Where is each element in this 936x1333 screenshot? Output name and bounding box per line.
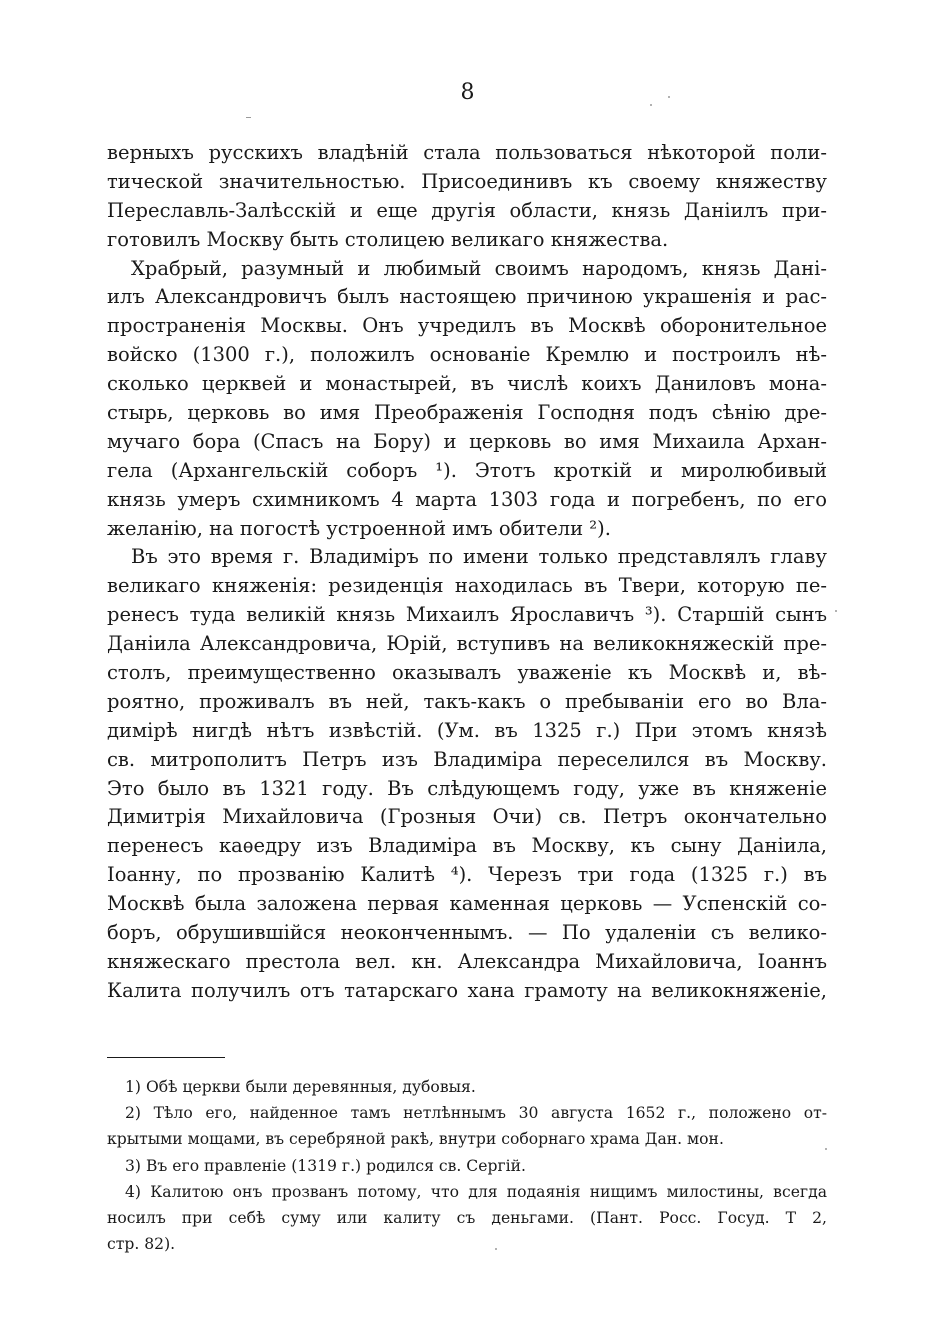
- text-line: мучаго бора (Спасъ на Бору) и церковь во имя Михаила Архан-: [107, 429, 827, 453]
- footnote-line: 3) Въ его правленіе (1319 г.) родился св. Сергій.: [125, 1156, 526, 1175]
- text-line: перенесъ каѳедру изъ Владиміра въ Москву, къ сыну Даніила,: [107, 834, 827, 858]
- text-line: готовилъ Москву быть столицею великаго княжества.: [107, 227, 669, 251]
- footnote-line: крытыми мощами, въ серебряной ракѣ, внутри соборнаго храма Дан. мон.: [107, 1130, 724, 1149]
- text-line: димірѣ нигдѣ нѣтъ извѣстій. (Ум. въ 1325 г.) При этомъ князѣ: [107, 718, 827, 742]
- footnotes: [107, 1074, 827, 1257]
- text-line: Москвѣ была заложена первая каменная церковь — Успенскій со-: [107, 892, 827, 916]
- text-line: желанію, на погостѣ устроенной имъ обители ²).: [107, 516, 611, 540]
- footnote-line: 1) Обѣ церкви были деревянныя, дубовыя.: [125, 1078, 476, 1096]
- text-line: Іоанну, по прозванію Калитѣ ⁴). Черезъ три года (1325 г.) въ: [107, 863, 827, 887]
- text-line: тической значительностью. Присоединивъ къ своему княжеству: [107, 169, 827, 193]
- footnote-line: стр. 82).: [107, 1235, 176, 1254]
- text-line: великаго княженія: резиденція находилась въ Твери, которую пе-: [107, 574, 827, 598]
- scan-speck: [495, 1248, 497, 1250]
- text-line: боръ, обрушившійся неоконченнымъ. — По удаленіи съ велико-: [107, 921, 827, 945]
- text-line: ренесъ туда великій князь Михаилъ Ярославичъ ³). Старшій сынъ: [107, 603, 827, 627]
- text-line: пространенія Москвы. Онъ учредилъ въ Москвѣ оборонительное: [107, 314, 827, 338]
- text-line: верныхъ русскихъ владѣній стала пользоваться нѣкоторой поли-: [107, 141, 827, 164]
- text-line: Это было въ 1321 году. Въ слѣдующемъ году, уже въ княженіе: [107, 776, 827, 800]
- footnote-line: 2) Тѣло его, найденное тамъ нетлѣннымъ 30 августа 1652 г., положено от-: [125, 1104, 827, 1123]
- text-line: князь умеръ схимникомъ 4 марта 1303 года и погребенъ, по его: [107, 487, 827, 511]
- text-line: столъ, преимущественно оказывалъ уваженіе къ Москвѣ и, вѣ-: [107, 661, 827, 685]
- text-line: войско (1300 г.), положилъ основаніе Кремлю и построилъ нѣ-: [107, 343, 827, 367]
- text-line: гела (Архангельскій соборъ ¹). Этотъ кроткій и миролюбивый: [107, 458, 827, 482]
- text-line: Даніила Александровича, Юрій, вступивъ на великокняжескій пре-: [107, 632, 827, 656]
- text-line: сколько церквей и монастырей, въ числѣ коихъ Даниловъ мона-: [107, 372, 827, 396]
- text-line: Въ это время г. Владиміръ по имени только представлялъ главу: [131, 545, 827, 569]
- footnote-line: носилъ при себѣ суму или калиту съ деньгами. (Пант. Росс. Госуд. Т 2,: [107, 1208, 827, 1227]
- footnote-line: 4) Калитою онъ прозванъ потому, что для подаянія нищимъ милостины, всегда: [125, 1182, 827, 1201]
- text-line: Димитрія Михайловича (Грозныя Очи) св. Петръ окончательно: [107, 805, 827, 829]
- text-line: Калита получилъ отъ татарскаго хана грамоту на великокняженіе,: [107, 978, 827, 1002]
- text-line: роятно, проживалъ въ ней, такъ-какъ о пребываніи его во Вла-: [107, 689, 827, 713]
- main-text: [107, 139, 827, 1006]
- text-line: княжескаго престола вел. кн. Александра Михайловича, Іоаннъ: [107, 949, 827, 973]
- text-line: Переславль-Залѣсскій и еще другія области, князь Даніилъ при-: [107, 198, 827, 222]
- scan-speck: [825, 1148, 827, 1150]
- text-line: илъ Александровичъ былъ настоящею причиною украшенія и рас-: [107, 285, 827, 309]
- text-line: стырь, церковь во имя Преображенія Господня подъ сѣнію дре-: [107, 401, 827, 425]
- text-line: Храбрый, разумный и любимый своимъ народомъ, князь Дані-: [131, 256, 827, 280]
- scan-speck: [246, 117, 251, 118]
- footnote-separator: [107, 1057, 225, 1058]
- page-number: 8: [460, 80, 476, 105]
- scan-speck: [668, 96, 670, 98]
- text-line: св. митрополитъ Петръ изъ Владиміра переселился въ Москву.: [107, 747, 827, 771]
- scan-speck: [835, 610, 837, 612]
- scan-speck: [650, 104, 652, 106]
